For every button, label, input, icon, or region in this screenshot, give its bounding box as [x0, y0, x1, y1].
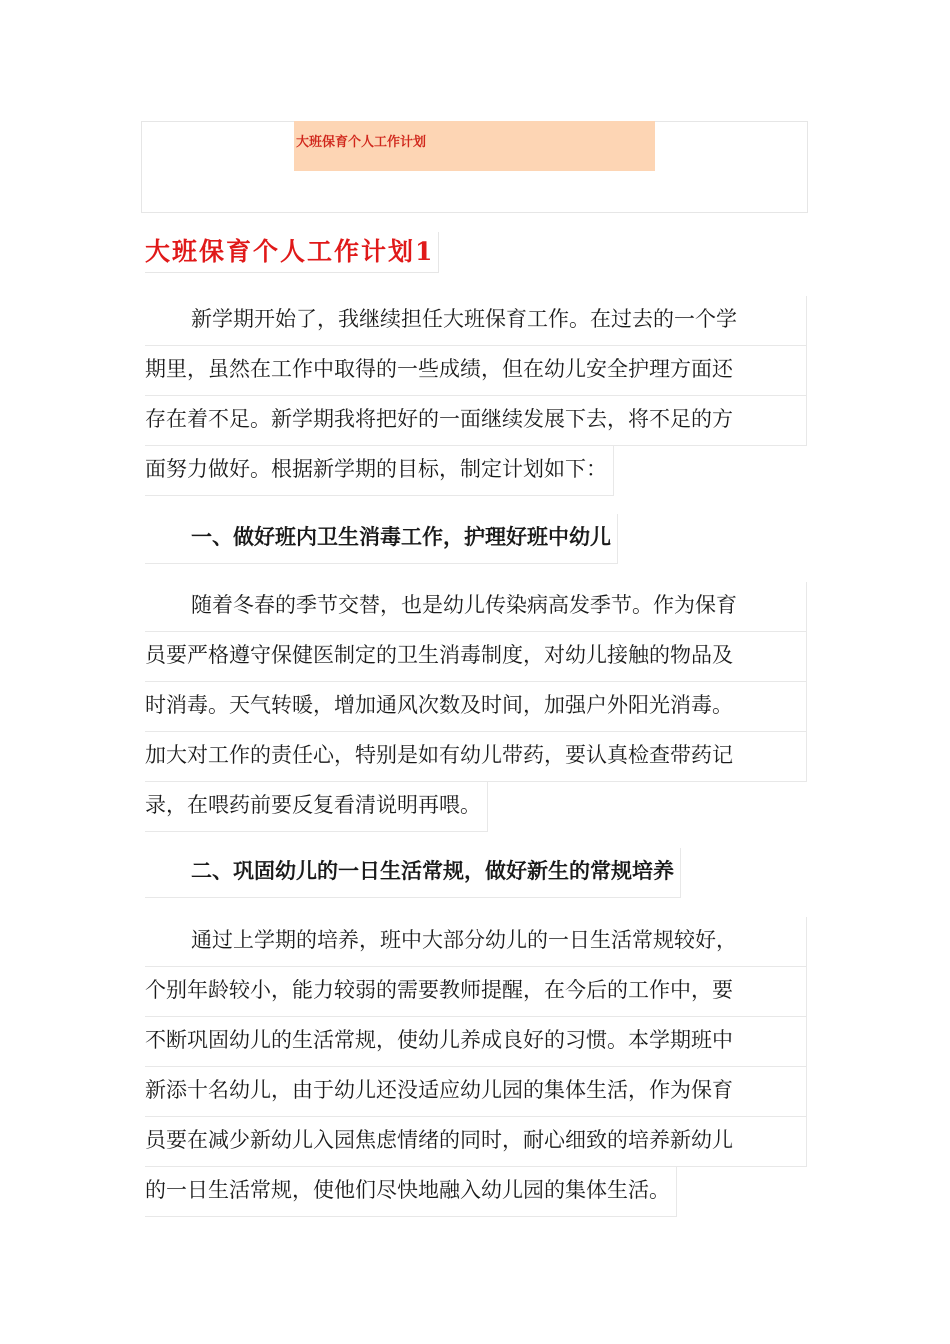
section1-line-4: 加大对工作的责任心，特别是如有幼儿带药，要认真检查带药记	[145, 732, 807, 782]
section2-heading: 二、巩固幼儿的一日生活常规，做好新生的常规培养	[145, 848, 681, 898]
document-title: 大班保育个人工作计划1	[145, 232, 439, 273]
section2-line-4: 新添十名幼儿，由于幼儿还没适应幼儿园的集体生活，作为保育	[145, 1067, 807, 1117]
section1-line-1: 随着冬春的季节交替，也是幼儿传染病高发季节。作为保育	[145, 582, 807, 632]
section2-line-3: 不断巩固幼儿的生活常规，使幼儿养成良好的习惯。本学期班中	[145, 1017, 807, 1067]
section1-heading: 一、做好班内卫生消毒工作，护理好班中幼儿	[145, 514, 618, 564]
section1-line-2: 员要严格遵守保健医制定的卫生消毒制度，对幼儿接触的物品及	[145, 632, 807, 682]
section1-line-5: 录，在喂药前要反复看清说明再喂。	[145, 782, 488, 832]
intro-line-4: 面努力做好。根据新学期的目标，制定计划如下：	[145, 446, 614, 496]
intro-line-2: 期里，虽然在工作中取得的一些成绩，但在幼儿安全护理方面还	[145, 346, 807, 396]
header-tab-title: 大班保育个人工作计划	[296, 135, 427, 150]
section2-line-5: 员要在减少新幼儿入园焦虑情绪的同时，耐心细致的培养新幼儿	[145, 1117, 807, 1167]
intro-line-3: 存在着不足。新学期我将把好的一面继续发展下去，将不足的方	[145, 396, 807, 446]
section1-line-3: 时消毒。天气转暖，增加通风次数及时间，加强户外阳光消毒。	[145, 682, 807, 732]
section2-line-2: 个别年龄较小，能力较弱的需要教师提醒，在今后的工作中，要	[145, 967, 807, 1017]
intro-line-1: 新学期开始了，我继续担任大班保育工作。在过去的一个学	[145, 296, 807, 346]
section2-line-1: 通过上学期的培养，班中大部分幼儿的一日生活常规较好，	[145, 917, 807, 967]
section2-line-6: 的一日生活常规，使他们尽快地融入幼儿园的集体生活。	[145, 1167, 677, 1217]
